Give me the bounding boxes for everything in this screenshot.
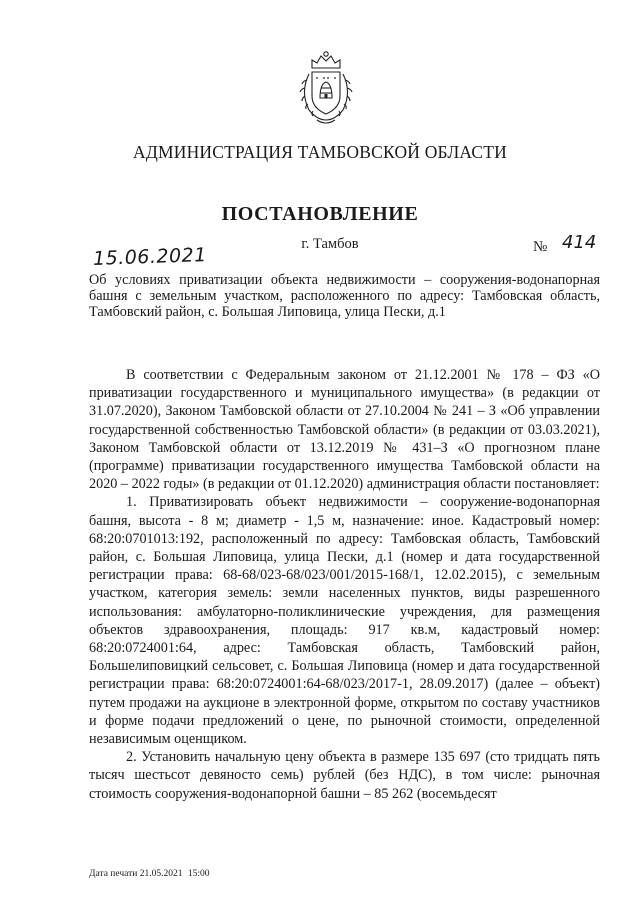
print-time-value: 15:00 (187, 869, 210, 879)
clause-1-paragraph: 1. Приватизировать объект недвижимости – сооружение-водонапорная башня, высота - 8 м; диаметр - 1,5 м, назначение: иное. Кадастровый номер: 68:20:0701013:192, расположенный по адресу: Тамбовская область, Тамбовский район, с. Большая Липовица, улица Пески, д.1 (номер и дата государственной регистрации права: 68-68/023-68/023/001/2015-168/1, 12.02.2015), с земельным участком, категория земель: земли населенных пунктов, виды разрешенного использования: амбулаторно-поликлинические учреждения, для размещения объектов здравоохранения, площадь: 917 кв.м, кадастровый номер: 68:20:0724001:64, адрес: Тамбовская область, Тамбовский район, Большелиповицкий сельсовет, с. Большая Липовица (номер и дата государственной регистрации права: 68:20:0724001:64-68/023/2017-1, 28.09.2017) (далее – объект) путем продажи на аукционе в электронной форме, открытом по составу участников и форме подачи предложений о цене, по рыночной стоимости, определенной независимым оценщиком. (89, 494, 600, 748)
document-body (89, 366, 600, 803)
document-subject: Об условиях приватизации объекта недвижимости – сооружения-водонапорная башня с земельным участком, расположенного по адресу: Тамбовская область, Тамбовский район, с. Большая Липовица, улица Пески, д.1 (89, 272, 600, 320)
organization-name: АДМИНИСТРАЦИЯ ТАМБОВСКОЙ ОБЛАСТИ (133, 142, 507, 162)
print-date-footer (89, 869, 210, 879)
document-type-title: ПОСТАНОВЛЕНИЕ (221, 203, 419, 225)
handwritten-number: 414 (562, 232, 597, 253)
print-date-label: Дата печати (89, 869, 138, 879)
print-date-value: 21.05.2021 (139, 869, 183, 879)
tambov-oblast-coat-of-arms-icon (295, 48, 357, 128)
handwritten-date: 15.06.2021 (92, 244, 208, 270)
city: г. Тамбов (301, 236, 359, 252)
clause-2-paragraph: 2. Установить начальную цену объекта в размере 135 697 (сто тридцать пять тысяч шестьсот девяносто семь) рублей (без НДС), в том числе: рыночная стоимость сооружения-водонапорной башни – 85 262 (восемьдесят (89, 749, 600, 802)
number-label: № (533, 239, 548, 255)
preamble-paragraph: В соответствии с Федеральным законом от 21.12.2001 № 178 – ФЗ «О приватизации государственного и муниципального имущества» (в редакции от 31.07.2020), Законом Тамбовской области от 27.10.2004 № 241 – З «Об управлении государственной собственностью Тамбовской области» (в редакции от 03.03.2021), Законом Тамбовской области от 13.12.2019 № 431–З «О прогнозном плане (программе) приватизации государственного имущества Тамбовской области на 2020 – 2022 годы» (в редакции от 01.12.2020) администрация области постановляет: (89, 367, 600, 493)
